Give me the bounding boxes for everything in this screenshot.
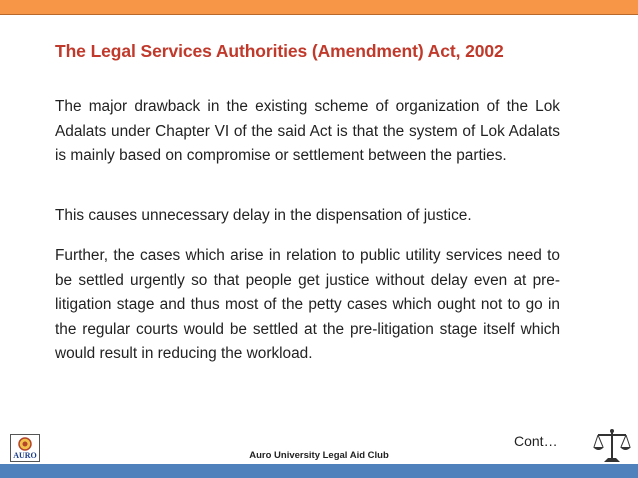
paragraph-public-utility: Further, the cases which arise in relation to public utility services need to be settled urgently so that people get justice without delay even at pre-litigation stage and thus most of the petty cases which ought not to go in the regular courts would be settled at the pre-litigation stage itself which would result in reducing the workload. bbox=[55, 247, 560, 363]
footer-club-name: Auro University Legal Aid Club bbox=[249, 450, 389, 461]
continuation-label: Cont… bbox=[514, 433, 558, 449]
paragraph-delay: This causes unnecessary delay in the dispensation of justice. bbox=[55, 207, 472, 224]
slide-title: The Legal Services Authorities (Amendment) Act, 2002 bbox=[55, 41, 504, 61]
logo-text: AURO bbox=[13, 451, 37, 460]
scales-of-justice-icon bbox=[592, 428, 632, 464]
paragraph-drawback: The major drawback in the existing scheme of organization of the Lok Adalats under Chapter VI of the said Act is that the system of Lok Adalats is mainly based on compromise or settlement between the parties. bbox=[55, 98, 560, 165]
bottom-accent-bar bbox=[0, 464, 638, 478]
top-accent-bar bbox=[0, 0, 638, 15]
